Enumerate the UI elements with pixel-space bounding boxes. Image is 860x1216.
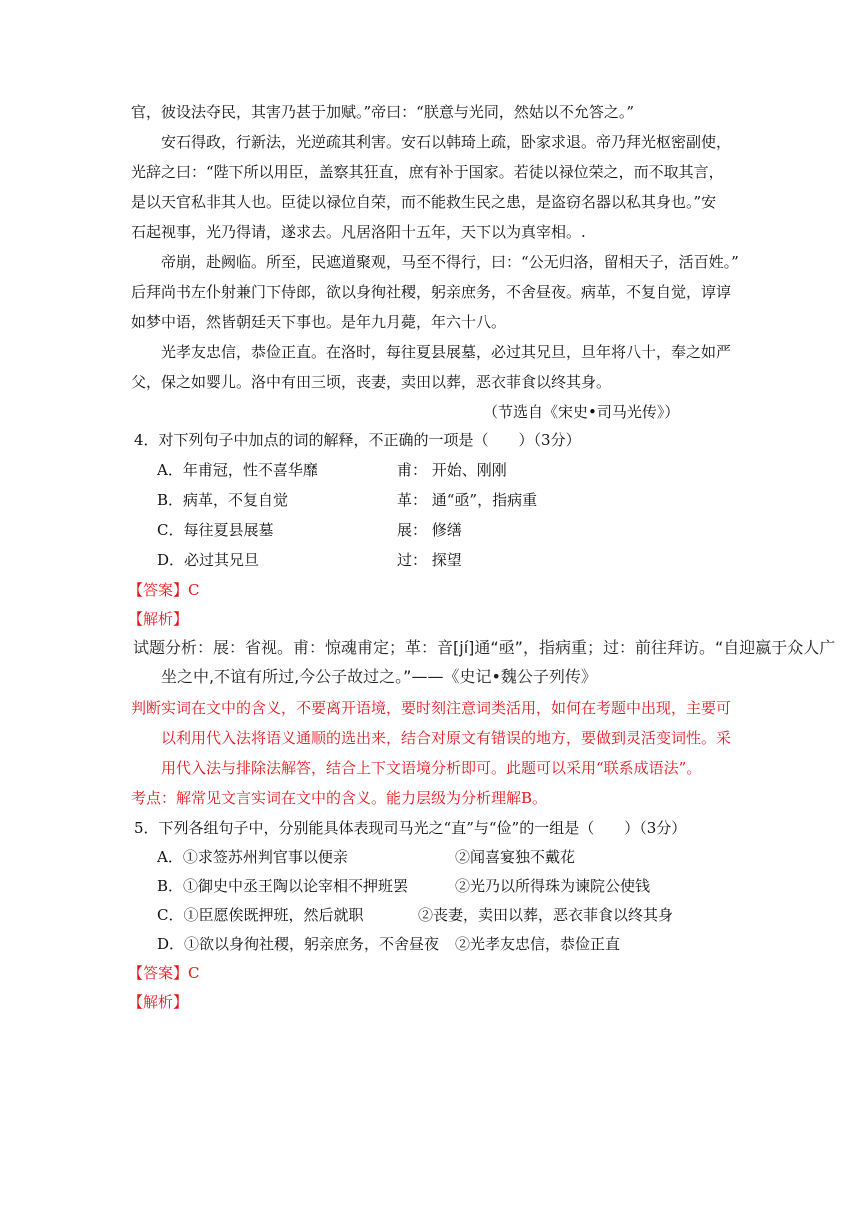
passage-line: 光辞之曰：“陛下所以用臣，盖察其狂直，庶有补于国家。若徒以禄位荣之，而不取其言， [131, 163, 724, 181]
q5-analysis-label: 【解析】 [128, 993, 189, 1011]
passage-line: 光孝友忠信，恭俭正直。在洛时，每往夏县展墓，必过其兄旦，旦年将八十，奉之如严 [161, 343, 732, 361]
passage-line: 官，彼设法夺民，其害乃甚于加赋。”帝曰：“朕意与光同，然姑以不允答之。” [131, 103, 635, 121]
question-5-stem: 5．下列各组句子中，分别能具体表现司马光之“直”与“俭”的一组是（ ）（3分） [134, 819, 687, 837]
q5-option-c-second: ②丧妻，卖田以葬，恶衣菲食以终其身 [418, 906, 674, 924]
passage-line: 是以天官私非其人也。臣徒以禄位自荣，而不能救生民之患，是盗窃名器以私其身也。”安 [131, 193, 717, 211]
q4-analysis-note: 判断实词在文中的含义，不要离开语境，要时刻注意词类活用，如何在考题中出现，主要可 [131, 699, 732, 717]
q4-analysis-note: 以利用代入法将语义通顺的选出来，结合对原文有错误的地方，要做到灵活变词性。采 [161, 729, 732, 747]
question-4-stem: 4．对下列句子中加点的词的解释，不正确的一项是（ ）（3分） [134, 431, 581, 449]
q5-option-b-second: ②光乃以所得珠为谏院公使钱 [455, 877, 651, 895]
passage-line: 如梦中语，然皆朝廷天下事也。是年九月薨，年六十八。 [131, 313, 507, 331]
q5-option-d-second: ②光孝友忠信，恭俭正直 [455, 935, 621, 953]
q4-option-d-gloss: 过： 探望 [397, 551, 462, 569]
passage-line: 安石得政，行新法，光逆疏其利害。安石以韩琦上疏，卧家求退。帝乃拜光枢密副使， [161, 133, 732, 151]
q4-option-b: B．病革，不复自觉 [157, 491, 289, 509]
q5-option-c: C．①臣愿俟既押班，然后就职 [157, 906, 364, 924]
q4-answer: 【答案】C [128, 581, 200, 599]
q4-option-a-gloss: 甫： 开始、刚刚 [397, 461, 507, 479]
passage-line: 帝崩，赴阙临。所至，民遮道聚观，马至不得行，曰：“公无归洛，留相天子，活百姓。” [161, 253, 739, 271]
q4-option-c-gloss: 展： 修缮 [397, 521, 462, 539]
q5-option-a-second: ②闻喜宴独不戴花 [455, 848, 576, 866]
q4-option-b-gloss: 革： 通“亟”，指病重 [397, 491, 538, 509]
q4-knowledge-point: 考点：解常见文言实词在文中的含义。能力层级为分析理解B。 [131, 789, 548, 807]
q4-option-a: A．年甫冠，性不喜华靡 [157, 461, 318, 479]
passage-source: （节选自《宋史•司马光传》） [483, 403, 680, 421]
q4-analysis-label: 【解析】 [128, 610, 189, 628]
q5-option-a: A．①求签苏州判官事以便亲 [157, 848, 348, 866]
q5-answer: 【答案】C [128, 964, 200, 982]
q4-analysis-note: 用代入法与排除法解答，结合上下文语境分析即可。此题可以采用“联系成语法”。 [161, 759, 702, 777]
q4-option-c: C．每往夏县展墓 [157, 521, 274, 539]
q4-analysis-text: 试题分析：展：省视。甫：惊魂甫定；革：音[jí]通“亟”，指病重；过：前往拜访。“自迎嬴于众人广 [133, 638, 836, 657]
q5-option-b: B．①御史中丞王陶以论宰相不押班罢 [157, 877, 409, 895]
q4-analysis-text: 坐之中,不谊有所过,今公子故过之。”——《史记•魏公子列传》 [161, 667, 597, 686]
q4-option-d: D．必过其兄旦 [157, 551, 260, 569]
passage-line: 后拜尚书左仆射兼门下侍郎，欲以身徇社稷，躬亲庶务，不舍昼夜。病革，不复自觉，谆谆 [131, 283, 732, 301]
passage-line: 父，保之如婴儿。洛中有田三顷，丧妻，卖田以葬，恶衣菲食以终其身。 [131, 373, 612, 391]
q5-option-d: D．①欲以身徇社稷，躬亲庶务，不舍昼夜 [157, 935, 440, 953]
passage-line: 石起视事，光乃得请，遂求去。凡居洛阳十五年，天下以为真宰相。. [131, 223, 586, 241]
